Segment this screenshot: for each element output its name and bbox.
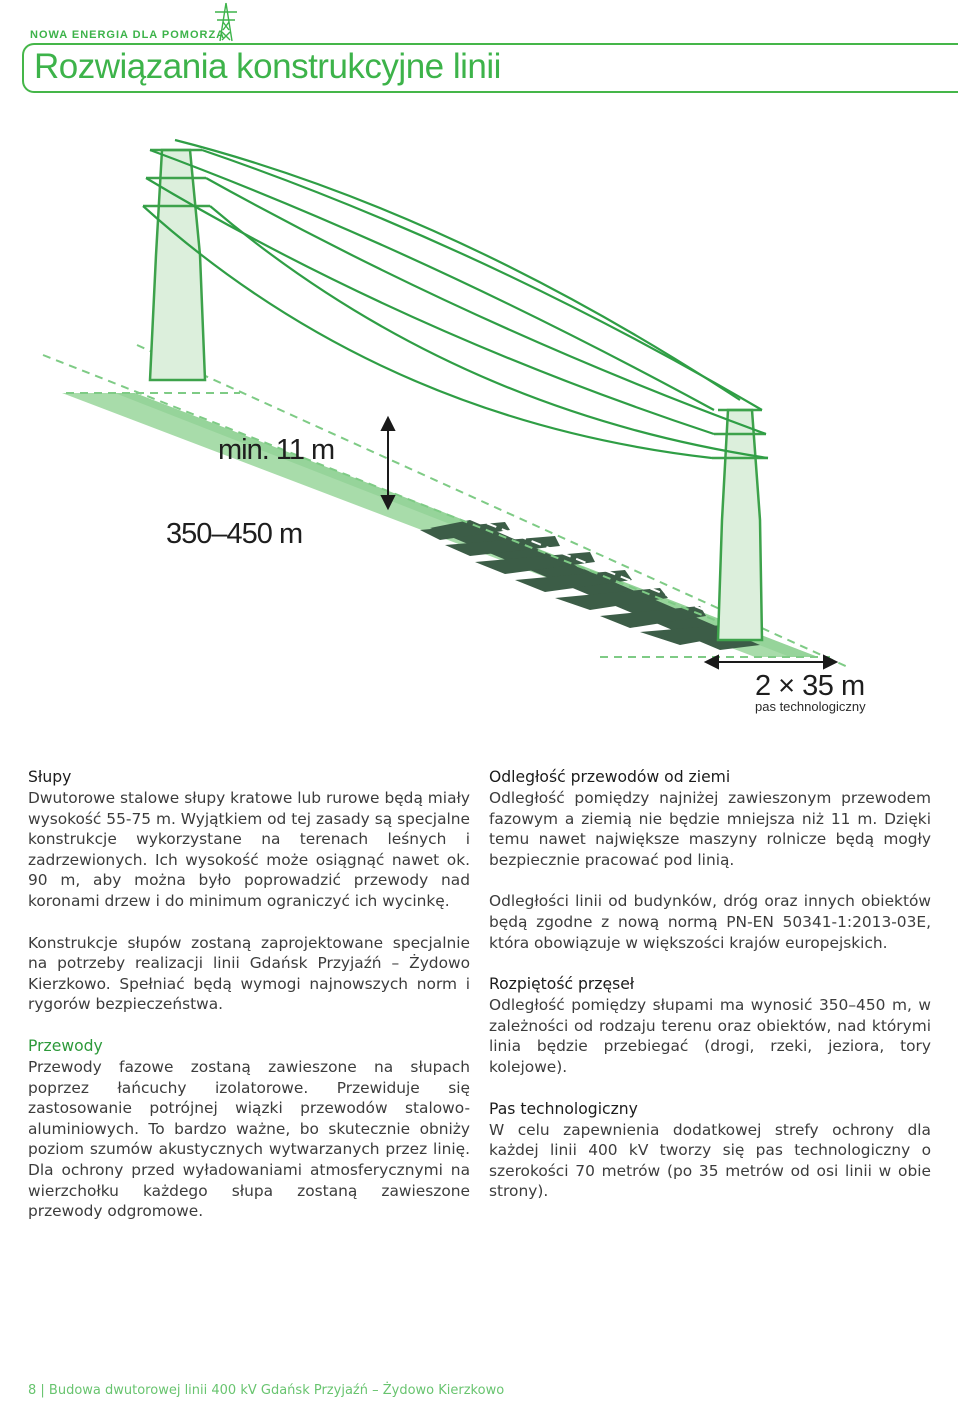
pylon-right: [712, 410, 768, 640]
page-footer: 8 | Budowa dwutorowej linii 400 kV Gdańsk Przyjaźń – Żydowo Kierzkowo: [28, 1383, 505, 1398]
paragraph-pas: W celu zapewnienia dodatkowej strefy ochrony dla każdej linii 400 kV tworzy się pas technologiczny o szerokości 70 metrów (po 35 metrów od osi linii w obie strony).: [489, 1120, 931, 1201]
heading-przewody: Przewody: [28, 1036, 103, 1055]
heading-odleglosc: Odległość przewodów od ziemi: [489, 768, 731, 786]
paragraph-przewody: Przewody fazowe zostaną zawieszone na słupach poprzez łańcuchy izolatorowe. Przewiduje się zastosowanie potrójnej wiązki przewodów stalowo-aluminiowych. To bardzo ważne, bo skutecznie obniży poziom szumów akustycznych wytwarzanych przez linię. Dla ochrony przed wyładowaniami atmosferycznymi na wierzchołku każdego słupa zostaną zawieszone przewody odgromowe.: [28, 1057, 470, 1221]
paragraph-odleglosc-2: Odległości linii od budynków, dróg oraz innych obiektów będą zgodne z nową normą PN-EN 50341-1:2013-03E, która obowiązuje w większości krajów europejskich.: [489, 892, 931, 952]
width-sublabel: pas technologiczny: [755, 699, 866, 714]
height-label: min. 11 m: [218, 434, 335, 466]
paragraph-slupy-1: Dwutorowe stalowe słupy kratowe lub rurowe będą miały wysokość 55-75 m. Wyjątkiem od tej zasady są specjalne konstrukcje wykorzystane na terenach leśnych i zadrzewionych. Ich wysokość może osiągnąć nawet ok. 90 m, aby można było poprowadzić przewody nad koronami drzew i do minimum ograniczyć ich wycinkę.: [28, 789, 470, 910]
page-title: Rozwiązania konstrukcyjne linii: [34, 47, 501, 86]
paragraph-slupy-2: Konstrukcje słupów zostaną zaprojektowane specjalnie na potrzeby realizacji linii Gdańsk Przyjaźń – Żydowo Kierzkowo. Spełniać będą wymogi najnowszych norm i rygorów bezpieczeństwa.: [28, 933, 470, 1014]
brand-name: NOWA ENERGIA DLA POMORZA: [30, 29, 226, 41]
tree-shadow: [420, 520, 760, 650]
heading-slupy: Słupy: [28, 768, 72, 786]
left-column: [28, 767, 470, 1222]
paragraph-przesel: Odległość pomiędzy słupami ma wynosić 350–450 m, w zależności od rodzaju terenu oraz obiektów, nad którymi linia będzie przebiegać (drogi, rzeki, jeziora, tory kolejowe).: [489, 996, 931, 1076]
heading-przesel: Rozpiętość przęseł: [489, 975, 635, 994]
heading-pas: Pas technologiczny: [489, 1099, 638, 1118]
power-line-illustration: [0, 110, 960, 720]
pylon-icon: [212, 2, 240, 42]
conductors: [143, 140, 768, 458]
width-label: 2 × 35 m: [755, 670, 865, 702]
pylon-left: [143, 150, 210, 380]
span-label: 350–450 m: [166, 518, 303, 550]
paragraph-odleglosc-1: Odległość pomiędzy najniżej zawieszonym przewodem fazowym a ziemią nie będzie mniejsza niż 11 m. Dzięki temu nawet największe maszyny rolnicze będą mogły bezpiecznie pracować pod linią.: [489, 789, 931, 869]
right-column: [489, 767, 931, 1202]
